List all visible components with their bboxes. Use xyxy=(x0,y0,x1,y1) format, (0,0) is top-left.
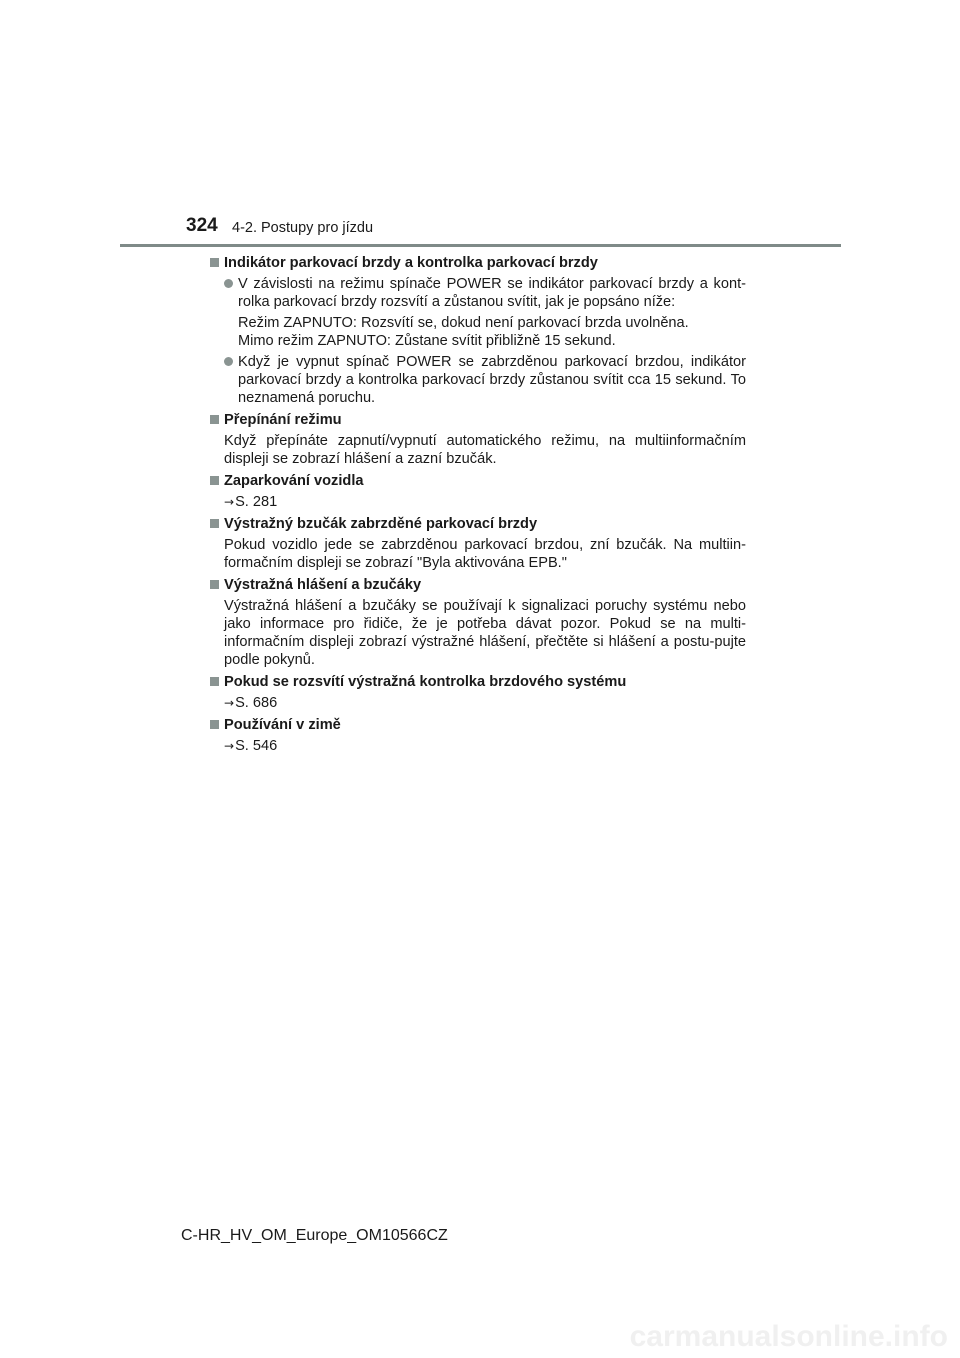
round-bullet-icon xyxy=(224,279,233,288)
page-reference-text: S. 686 xyxy=(235,695,278,711)
section-brake-warning-light xyxy=(210,673,746,712)
section-heading: Pokud se rozsvítí výstražná kontrolka brzdového systému xyxy=(224,674,627,690)
page-content xyxy=(210,254,746,759)
square-bullet-icon xyxy=(210,258,219,267)
square-bullet-icon xyxy=(210,580,219,589)
section-heading: Používání v zimě xyxy=(224,717,341,733)
page-reference-text: S. 546 xyxy=(235,738,278,754)
section-text: Když přepínáte zapnutí/vypnutí automatického režimu, na multiinformačním displeji se zobrazí hlášení a zazní bzučák. xyxy=(224,433,746,467)
arrow-icon: → xyxy=(224,696,235,710)
section-parking-brake-indicator xyxy=(210,254,746,407)
section-heading: Přepínání režimu xyxy=(224,412,342,428)
section-brake-buzzer xyxy=(210,515,746,572)
round-bullet-icon xyxy=(224,357,233,366)
page-reference[interactable] xyxy=(210,694,746,712)
arrow-icon: → xyxy=(224,739,235,753)
square-bullet-icon xyxy=(210,415,219,424)
mode-on-line: Režim ZAPNUTO: Rozsvítí se, dokud není parkovací brzda uvolněna. xyxy=(238,315,689,331)
square-bullet-icon xyxy=(210,677,219,686)
section-winter-use xyxy=(210,716,746,755)
section-warning-messages xyxy=(210,576,746,669)
square-bullet-icon xyxy=(210,720,219,729)
page-reference-text: S. 281 xyxy=(235,494,278,510)
section-heading: Indikátor parkovací brzdy a kontrolka parkovací brzdy xyxy=(224,255,598,271)
section-heading: Zaparkování vozidla xyxy=(224,473,364,489)
list-item-text: V závislosti na režimu spínače POWER se indikátor parkovací brzdy a kont-rolka parkovací brzdy rozsvítí a zůstanou svítit, jak je popsáno níže: xyxy=(238,276,746,310)
square-bullet-icon xyxy=(210,476,219,485)
section-text: Pokud vozidlo jede se zabrzděnou parkovací brzdou, zní bzučák. Na multiin-formačním displeji se zobrazí "Byla aktivována EPB." xyxy=(224,537,746,571)
arrow-icon: → xyxy=(224,495,235,509)
section-heading: Výstražná hlášení a bzučáky xyxy=(224,577,422,593)
page-number: 324 xyxy=(186,215,218,236)
mode-description xyxy=(210,314,746,350)
list-item-text: Když je vypnut spínač POWER se zabrzděnou parkovací brzdou, indikátor parkovací brzdy a kontrolka parkovací brzdy zůstanou svítit cca 15 sekund. To neznamená poruchu. xyxy=(238,354,746,406)
section-text: Výstražná hlášení a bzučáky se používají k signalizaci poruchy systému nebo jako informace pro řidiče, že je potřeba dávat pozor. Pokud se na multi-informačním displeji zobrazí výstražné hlášení, přečtěte si hlášení a postu-pujte podle pokynů. xyxy=(224,598,746,668)
list-item xyxy=(210,353,746,407)
list-item xyxy=(210,275,746,311)
section-title: 4-2. Postupy pro jízdu xyxy=(232,220,374,236)
page-reference[interactable] xyxy=(210,493,746,511)
section-mode-switching xyxy=(210,411,746,468)
square-bullet-icon xyxy=(210,519,219,528)
watermark: carmanualsonline.info xyxy=(629,1320,948,1353)
section-parking xyxy=(210,472,746,511)
page-reference[interactable] xyxy=(210,737,746,755)
section-heading: Výstražný bzučák zabrzděné parkovací brzdy xyxy=(224,516,538,532)
mode-off-line: Mimo režim ZAPNUTO: Zůstane svítit přibližně 15 sekund. xyxy=(238,333,616,349)
document-code: C-HR_HV_OM_Europe_OM10566CZ xyxy=(181,1227,448,1244)
header-divider xyxy=(120,244,841,247)
